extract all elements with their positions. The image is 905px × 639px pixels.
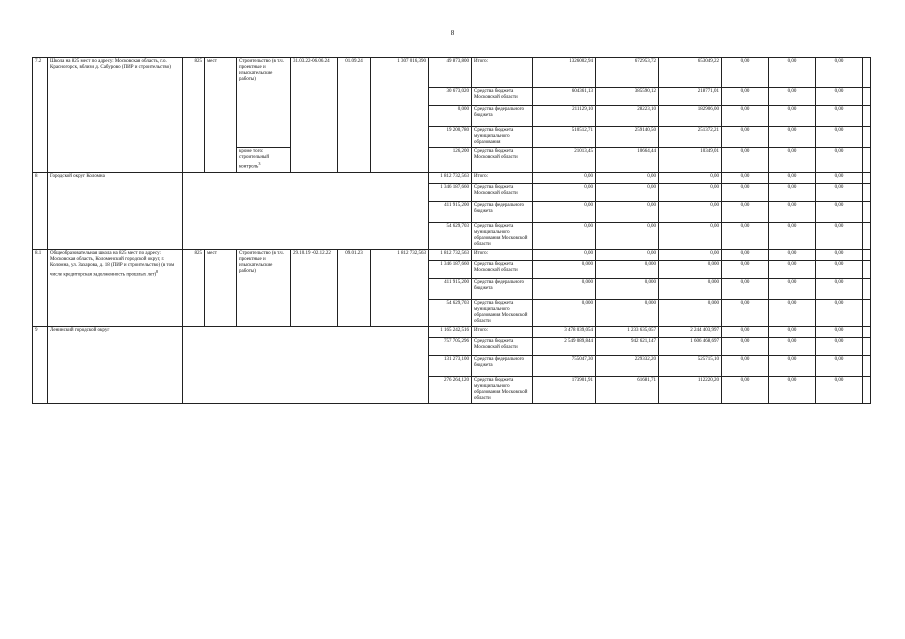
year-3-value: 0,00 [722,183,769,201]
year-5-value: 0,00 [816,201,863,222]
financed-amount: 276 264,120 [429,376,472,403]
year-3-value: 0,00 [722,355,769,376]
year-5-value: 0,00 [816,249,863,260]
financed-amount: 126,200 [429,148,472,173]
blank-cell [863,222,871,249]
object-name [48,172,183,249]
financed-amount: 1 812 732,563 [429,172,472,183]
financed-amount: 411 915,200 [429,278,472,299]
total-value: 0,000 [533,260,596,278]
capacity: 825 [183,249,205,326]
year-2-value: 0,000 [659,260,722,278]
blank-cell [863,249,871,260]
total-value: 211129,10 [533,106,596,127]
year-4-value: 0,00 [769,148,816,173]
blank-cell [863,148,871,173]
work-type: Строительство (в т.ч. проектные и изыскательские работы) [237,249,291,326]
funding-source: Средства бюджета муниципального образования Московской области [472,376,533,403]
financed-amount: 54 629,703 [429,222,472,249]
year-3-value: 0,00 [722,326,769,337]
year-4-value: 0,00 [769,106,816,127]
year-4-value: 0,00 [769,278,816,299]
total-value: 2 549 089,844 [533,337,596,355]
year-5-value: 0,00 [816,299,863,326]
year-1-value: 672953,72 [596,58,659,88]
object-name [48,58,183,173]
object-name-text: Школа на 825 мест по адресу: Московская область, г.о. Красногорск, вблизи д. Сабурово (ПИР и строительство) [50,59,171,70]
year-5-value: 0,00 [816,326,863,337]
blank-cell [863,183,871,201]
completion-date: 01.09.24 [338,58,371,173]
object-name-text: Городской округ Коломна [50,173,105,179]
year-2-value: 10349,01 [659,148,722,173]
year-2-value: 653049,22 [659,58,722,88]
table-row [33,249,871,260]
blank-cell [863,299,871,326]
object-name-text: Общеобразовательная школа на 825 мест по адресу: Московская область, Коломенский городской округ, г. Коломна, ул. Захарова, д. 18 (ПИР и строительство) (в том числе кредиторская задолженность прошлых лет) [50,250,175,278]
year-1-value: 0,00 [596,201,659,222]
year-5-value: 0,00 [816,127,863,148]
year-1-value: 1 233 635,057 [596,326,659,337]
total-value: 1326002,94 [533,58,596,88]
year-4-value: 0,00 [769,326,816,337]
year-3-value: 0,00 [722,222,769,249]
year-4-value: 0,00 [769,201,816,222]
year-3-value: 0,00 [722,106,769,127]
year-1-value: 942 621,147 [596,337,659,355]
financed-amount: 411 915,200 [429,201,472,222]
financed-amount: 30 673,020 [429,88,472,106]
year-3-value: 0,00 [722,201,769,222]
year-5-value: 0,00 [816,376,863,403]
year-1-value: 0,000 [596,260,659,278]
total-value: 0,00 [533,183,596,201]
year-5-value: 0,00 [816,88,863,106]
financed-amount: 757 705,296 [429,337,472,355]
object-name [48,326,183,403]
total-value: 604361,13 [533,88,596,106]
work-period: 31.03.22-06.06.24 [291,58,338,173]
footnote-mark: 8 [156,268,159,274]
total-value: 755047,30 [533,355,596,376]
object-name-text: Ленинский городской округ [50,327,110,333]
year-1-value: 28223,10 [596,106,659,127]
year-3-value: 0,00 [722,299,769,326]
year-2-value: 0,000 [659,278,722,299]
table-body [33,58,871,404]
year-2-value: 0,00 [659,222,722,249]
year-5-value: 0,00 [816,106,863,127]
year-1-value: 0,00 [596,183,659,201]
year-2-value: 0,000 [659,299,722,326]
work-type: Строительство (в т.ч. проектные и изыскательские работы) [237,58,291,148]
work-period: 29.10.19 -02.12.22 [291,249,338,326]
year-5-value: 0,00 [816,148,863,173]
year-4-value: 0,00 [769,249,816,260]
financing-table [32,57,871,404]
year-4-value: 0,00 [769,260,816,278]
year-4-value: 0,00 [769,355,816,376]
year-1-value: 0,00 [596,172,659,183]
completion-date: 09.01.23 [338,249,371,326]
financed-amount: 1 346 187,660 [429,183,472,201]
table-row [33,326,871,337]
financed-amount: 19 200,780 [429,127,472,148]
financed-amount: 49 873,800 [429,58,472,88]
year-2-value: 218771,01 [659,88,722,106]
footnote-mark: 3 [258,161,261,166]
funding-source: Средства бюджета Московской области [472,337,533,355]
blank-cell [863,355,871,376]
year-2-value: 251372,21 [659,127,722,148]
table-row [33,58,871,88]
blank-cell [863,172,871,183]
year-1-value: 0,000 [596,299,659,326]
year-3-value: 0,00 [722,260,769,278]
year-3-value: 0,00 [722,249,769,260]
blank-cell [863,58,871,88]
extra-note [237,148,291,173]
financed-amount: 131 273,100 [429,355,472,376]
year-4-value: 0,00 [769,337,816,355]
row-number: 8 [33,172,48,249]
funding-source: Итого: [472,249,533,260]
year-3-value: 0,00 [722,278,769,299]
year-4-value: 0,00 [769,88,816,106]
year-2-value: 1 606 468,697 [659,337,722,355]
total-value: 3 478 039,054 [533,326,596,337]
total-value: 21013,45 [533,148,596,173]
year-5-value: 0,00 [816,278,863,299]
year-2-value: 112220,20 [659,376,722,403]
funding-source: Средства бюджета Московской области [472,148,533,173]
year-4-value: 0,00 [769,58,816,88]
year-1-value: 0,000 [596,278,659,299]
year-4-value: 0,00 [769,299,816,326]
estimated-cost: 1 307 016,390 [371,58,429,173]
year-5-value: 0,00 [816,183,863,201]
financed-amount: 1 346 187,660 [429,260,472,278]
year-2-value: 525715,10 [659,355,722,376]
year-2-value: 0,00 [659,201,722,222]
blank-cell [863,337,871,355]
row-number: 7.2 [33,58,48,173]
year-3-value: 0,00 [722,376,769,403]
blank-cell [863,326,871,337]
year-1-value: 385590,12 [596,88,659,106]
year-1-value: 0,00 [596,222,659,249]
year-3-value: 0,00 [722,172,769,183]
year-2-value: 2 244 403,997 [659,326,722,337]
year-5-value: 0,00 [816,260,863,278]
total-value: 173901,91 [533,376,596,403]
blank-cell [863,376,871,403]
year-5-value: 0,00 [816,355,863,376]
year-5-value: 0,00 [816,172,863,183]
financed-amount: 54 629,703 [429,299,472,326]
blank-cell [863,278,871,299]
year-5-value: 0,00 [816,222,863,249]
year-4-value: 0,00 [769,183,816,201]
blank-cell [863,127,871,148]
funding-source: Средства федерального бюджета [472,278,533,299]
funding-source: Средства бюджета муниципального образования Московской области [472,299,533,326]
total-value: 0,00 [533,172,596,183]
financed-amount: 1 165 242,516 [429,326,472,337]
year-3-value: 0,00 [722,88,769,106]
total-value: 510512,71 [533,127,596,148]
funding-source: Итого: [472,326,533,337]
year-1-value: 229332,20 [596,355,659,376]
financed-amount: 1 812 732,563 [429,249,472,260]
blank-cell [863,201,871,222]
year-3-value: 0,00 [722,58,769,88]
year-1-value: 0,00 [596,249,659,260]
year-4-value: 0,00 [769,222,816,249]
total-value: 0,00 [533,201,596,222]
total-value: 0,00 [533,222,596,249]
funding-source: Средства федерального бюджета [472,355,533,376]
object-name [48,249,183,326]
total-value: 0,000 [533,278,596,299]
capacity: 825 [183,58,205,173]
year-4-value: 0,00 [769,127,816,148]
blank-cell [863,88,871,106]
estimated-cost: 1 812 732,563 [371,249,429,326]
year-4-value: 0,00 [769,376,816,403]
funding-source: Средства бюджета Московской области [472,260,533,278]
year-5-value: 0,00 [816,337,863,355]
year-5-value: 0,00 [816,58,863,88]
year-2-value: 182906,00 [659,106,722,127]
funding-source: Средства бюджета Московской области [472,183,533,201]
funding-source: Итого: [472,58,533,88]
blank-cell [863,260,871,278]
funding-source: Средства федерального бюджета [472,106,533,127]
page-number: 8 [450,29,455,37]
financed-amount: 0,000 [429,106,472,127]
total-value: 0,00 [533,249,596,260]
year-2-value: 0,00 [659,249,722,260]
table-row [33,172,871,183]
year-1-value: 10664,44 [596,148,659,173]
capacity-unit: мест [205,249,237,326]
year-2-value: 0,00 [659,172,722,183]
capacity-unit: мест [205,58,237,173]
funding-source: Средства бюджета Московской области [472,88,533,106]
blank-cell [863,106,871,127]
funding-source: Итого: [472,172,533,183]
row-number: 8.1 [33,249,48,326]
total-value: 0,000 [533,299,596,326]
row-number: 9 [33,326,48,403]
year-4-value: 0,00 [769,172,816,183]
year-1-value: 61681,71 [596,376,659,403]
year-2-value: 0,00 [659,183,722,201]
year-1-value: 259140,50 [596,127,659,148]
year-3-value: 0,00 [722,148,769,173]
empty-cell [183,326,429,403]
empty-cell [183,172,429,249]
year-3-value: 0,00 [722,337,769,355]
extra-note-text: кроме того: строительный контроль [239,149,270,170]
year-3-value: 0,00 [722,127,769,148]
funding-source: Средства бюджета муниципального образования [472,127,533,148]
funding-source: Средства бюджета муниципального образования Московской области [472,222,533,249]
funding-source: Средства федерального бюджета [472,201,533,222]
